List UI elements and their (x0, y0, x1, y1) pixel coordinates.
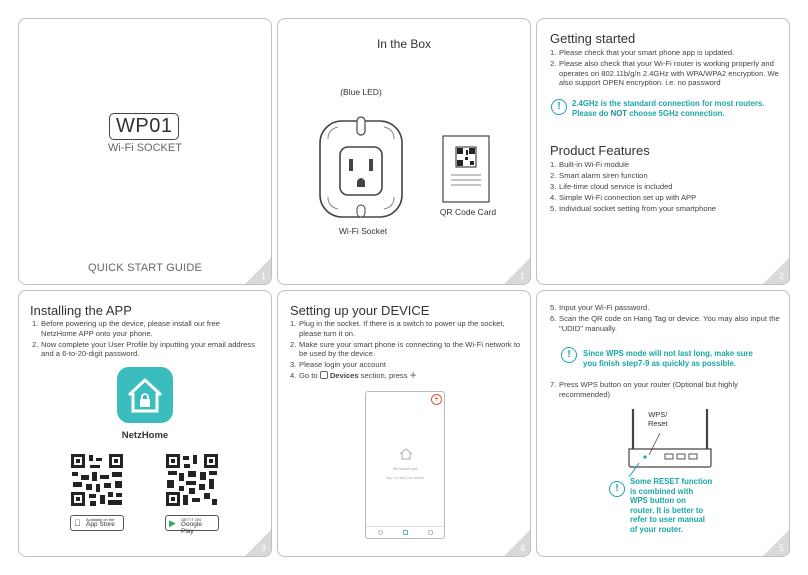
list-item: 2. Please also check that your Wi-Fi router is working properly and operates on 802.11b/g/n 2.4GHz with WPA/WPA2 encryption. We also support OPEN encryption. i.e. no password (550, 59, 779, 88)
page-corner (504, 258, 530, 284)
bottom-nav (366, 526, 444, 538)
getting-started-list (550, 48, 782, 89)
phone-screen (365, 391, 445, 539)
page-number: 4 (519, 543, 525, 553)
setting-up-device-panel (277, 290, 531, 557)
google-play-badge[interactable]: ▶ GET IT ON Google Play (165, 515, 219, 531)
nav-icon[interactable] (378, 530, 383, 535)
model-name: WP01 (109, 113, 179, 140)
in-the-box-panel (277, 18, 531, 285)
list-item: 3. Please login your account (290, 360, 386, 370)
product-subtitle: Wi-Fi SOCKET (108, 142, 182, 154)
page-number: 5 (778, 543, 784, 553)
features-title: Product Features (550, 143, 650, 158)
list-item: 2. Now complete your User Profile by inputting your email address and a 6-to-20-digit password. (32, 339, 255, 359)
apple-icon (74, 518, 81, 528)
nav-icon[interactable] (428, 530, 433, 535)
setting-up-title: Setting up your DEVICE (290, 303, 430, 318)
page-corner (245, 530, 271, 556)
googleplay-qr-code (165, 453, 219, 507)
qr-card-label: QR Code Card (439, 207, 497, 217)
list-item: 1. Plug in the socket. If there is a switch to power up the socket, please turn it on. (290, 319, 505, 338)
exclamation-icon: ! (561, 347, 577, 363)
page-number: 1 (260, 271, 266, 281)
panel-title: In the Box (376, 37, 432, 51)
led-label: (Blue LED) (340, 87, 382, 97)
app-store-badge[interactable]: Available on the App Store (70, 515, 124, 531)
list-item: 5. Individual socket setting from your smartphone (550, 204, 717, 214)
list-item: 1. Built-in Wi-Fi module (550, 160, 630, 169)
list-item: 7. Press WPS button on your router (Optional but highly recommended) (550, 380, 738, 399)
wps-setup-panel (536, 290, 790, 557)
list-item: 5. Input your Wi-Fi password. (550, 303, 650, 312)
reset-note: Some RESET function is combined with WPS button on router. It is better to refer to user manual of your router. (630, 477, 713, 534)
exclamation-icon: ! (609, 481, 625, 497)
wps-timing-note: Since WPS mode will not last long, make sure you finish step7-9 as quickly as possible. (583, 349, 753, 368)
list-item: 2. Make sure your smart phone is connecting to the Wi-Fi network to be used by the device. (290, 339, 521, 359)
wps-steps-list-a (550, 303, 782, 335)
house-lock-icon (117, 367, 173, 423)
empty-state-hint: Tap + to add your device (385, 476, 425, 480)
exclamation-icon: ! (551, 99, 567, 115)
add-device-button[interactable]: + (431, 394, 442, 405)
list-item: 1. Please check that your smart phone app is updated. (550, 48, 735, 57)
installing-app-title: Installing the APP (30, 303, 132, 318)
page-corner (763, 258, 789, 284)
devices-tab-icon (320, 371, 328, 379)
wps-reset-label: WPS/ Reset (648, 410, 668, 428)
frequency-note: 2.4GHz is the standard connection for most routers. Please do NOT choose 5GHz connection. (572, 99, 765, 118)
list-item: 3. Life-time cloud service is included (550, 182, 673, 192)
play-icon: ▶ (169, 518, 176, 528)
page-number: 1 (519, 271, 525, 281)
list-item: 1. Before powering up the device, please install our free NetzHome APP onto your phone. (32, 319, 220, 338)
plus-icon: + (409, 368, 417, 383)
house-icon (399, 448, 413, 460)
socket-label: Wi-Fi Socket (338, 226, 388, 236)
appstore-qr-code (70, 453, 124, 507)
install-steps-list (32, 319, 257, 360)
setup-steps-list (290, 319, 522, 383)
page-number: 2 (778, 271, 784, 281)
installing-app-panel (18, 290, 272, 557)
list-item: 4. Go to Devices section, press + (290, 368, 417, 383)
list-item: 2. Smart alarm siren function (550, 171, 648, 181)
list-item: 4. Simple Wi-Fi connection set up with APP (550, 193, 697, 203)
nav-icon[interactable] (403, 530, 408, 535)
empty-state-text: No device yet (392, 466, 418, 471)
page-corner (245, 258, 271, 284)
app-name: NetzHome (121, 430, 169, 441)
list-item: 6. Scan the QR code on Hang Tag or device. You may also input the "UDID" manually. (550, 314, 780, 333)
router-illustration (625, 405, 715, 469)
page-corner (763, 530, 789, 556)
app-icon[interactable] (117, 367, 173, 423)
page-corner (504, 530, 530, 556)
wifi-socket-illustration (316, 101, 406, 221)
getting-started-title: Getting started (550, 31, 636, 46)
getting-started-panel (536, 18, 790, 285)
cover-panel (18, 18, 272, 285)
page-number: 3 (260, 543, 266, 553)
qr-card-illustration (442, 135, 490, 203)
wps-steps-list-b (550, 380, 782, 401)
features-list (550, 160, 782, 215)
quick-start-title: QUICK START GUIDE (87, 262, 203, 274)
